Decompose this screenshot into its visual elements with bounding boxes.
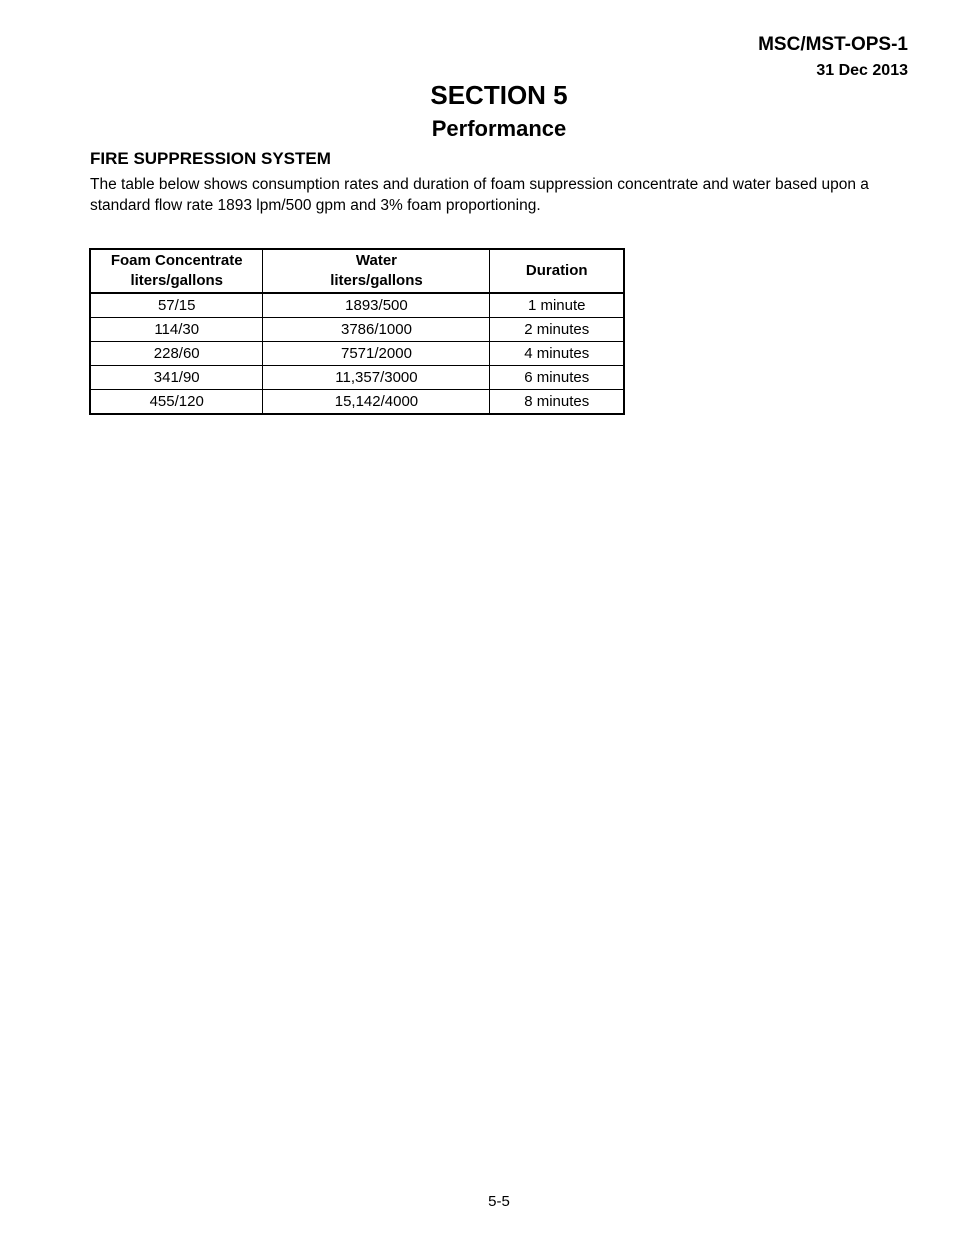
table-cell: 7571/2000	[263, 342, 490, 366]
column-header-line: liters/gallons	[130, 272, 223, 289]
table-cell: 341/90	[90, 366, 263, 390]
table-cell: 228/60	[90, 342, 263, 366]
table-row	[90, 293, 624, 318]
column-header-water	[263, 249, 490, 293]
table-cell: 1 minute	[490, 293, 624, 318]
table-cell: 3786/1000	[263, 318, 490, 342]
content-heading: FIRE SUPPRESSION SYSTEM	[90, 149, 331, 168]
column-header-line: Water	[355, 252, 398, 269]
document-id: MSC/MST-OPS-1	[758, 34, 908, 55]
column-header-duration	[490, 249, 624, 293]
column-header-line: Duration	[525, 262, 588, 279]
page-number: 5-5	[488, 1193, 510, 1210]
table-row	[90, 366, 624, 390]
column-header-line: Foam Concentrate	[110, 252, 243, 269]
table-row	[90, 342, 624, 366]
table-row	[90, 318, 624, 342]
table-cell: 2 minutes	[490, 318, 624, 342]
table-header-row	[90, 249, 624, 293]
table-cell: 1893/500	[263, 293, 490, 318]
table-cell: 15,142/4000	[263, 390, 490, 415]
consumption-table	[89, 248, 625, 415]
column-header-foam	[90, 249, 263, 293]
table-cell: 455/120	[90, 390, 263, 415]
content-paragraph: The table below shows consumption rates and duration of foam suppression concentrate and water based upon a standard flow rate 1893 lpm/500 gpm and 3% foam proportioning.	[90, 176, 869, 214]
table-cell: 57/15	[90, 293, 263, 318]
document-date: 31 Dec 2013	[816, 62, 908, 79]
section-subtitle: Performance	[431, 116, 567, 141]
table-cell: 4 minutes	[490, 342, 624, 366]
table-cell: 6 minutes	[490, 366, 624, 390]
table-cell: 8 minutes	[490, 390, 624, 415]
table-cell: 114/30	[90, 318, 263, 342]
table-row	[90, 390, 624, 415]
column-header-line: liters/gallons	[330, 272, 423, 289]
table-cell: 11,357/3000	[263, 366, 490, 390]
section-title: SECTION 5	[430, 80, 568, 110]
